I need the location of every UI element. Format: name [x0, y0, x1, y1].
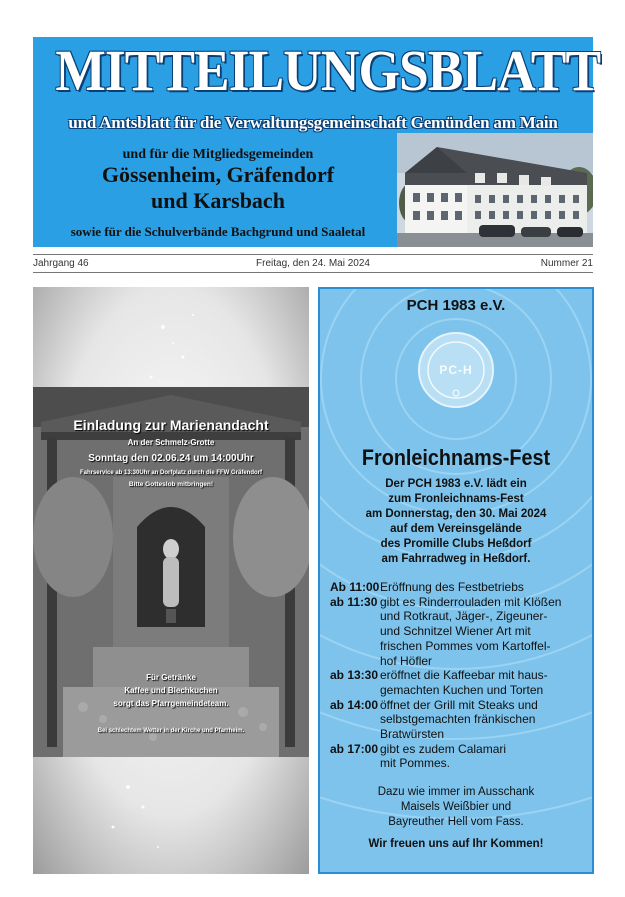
schedule-item — [330, 668, 592, 697]
school-associations: sowie für die Schulverbände Bachgrund und Saaletal — [70, 224, 366, 239]
schedule-item — [330, 595, 592, 669]
fronleichnam-flyer — [318, 287, 594, 874]
grotto-photo — [33, 287, 309, 874]
schedule-text: Eröffnung des Festbetriebs — [380, 580, 524, 594]
schedule-text: gibt es zudem Calamari — [380, 741, 507, 756]
pch-logo-text: PC-H — [439, 363, 473, 377]
drinks-line: Maisels Weißbier und — [400, 801, 512, 813]
newspaper-subtitle: und Amtsblatt für die Verwaltungsgemeinschaft Gemünden am Main — [68, 113, 558, 132]
poster-bring-hymnal: Bitte Gotteslob mitbringen! — [128, 481, 214, 488]
marienandacht-poster — [33, 287, 309, 874]
closing-line: Wir freuen uns auf Ihr Kommen! — [368, 838, 544, 850]
schedule-text: gibt es Rinderrouladen mit Klößen — [380, 594, 562, 609]
schedule-text: und Schnitzel Wiener Art mit — [380, 624, 531, 639]
drinks-text — [320, 785, 592, 830]
schedule-text: gemachten Kuchen und Torten — [380, 682, 544, 697]
drinks-line: Bayreuther Hell vom Fass. — [388, 816, 524, 828]
masthead — [33, 37, 601, 247]
schedule-text: mit Pommes. — [380, 756, 451, 771]
poster-datetime: Sonntag den 02.06.24 um 14:00Uhr — [88, 453, 254, 464]
schedule-text: selbstgemachten fränkischen — [380, 712, 536, 727]
poster-weather-note: Bei schlechtem Wetter in der Kirche und Pfarrheim. — [97, 728, 245, 734]
poster-team: sorgt das Pfarrgemeindeteam. — [113, 699, 229, 708]
municipalities — [33, 162, 403, 214]
schedule-time: ab 14:00 — [330, 697, 379, 712]
issue-volume: Jahrgang 46 — [33, 258, 89, 269]
invitation-line: am Donnerstag, den 30. Mai 2024 — [365, 508, 547, 520]
schedule-text: eröffnet die Kaffeebar mit haus- — [380, 668, 548, 683]
poster-location: An der Schmelz-Grotte — [127, 438, 215, 447]
invitation-line: Der PCH 1983 e.V. lädt ein — [385, 478, 527, 490]
schedule-text: und Rotkraut, Jäger-, Zigeuner- — [380, 609, 548, 624]
invitation-line: am Fahrradweg in Heßdorf. — [381, 553, 531, 565]
poster-shuttle: Fahrservice ab 13:30Uhr an Dorfplatz durch die FFW Gräfendorf — [79, 470, 263, 476]
town-hall-photo — [397, 133, 593, 247]
schedule-time: ab 11:30 — [330, 594, 378, 609]
schedule-time: ab 17:00 — [330, 741, 379, 756]
schedule-text: öffnet der Grill mit Steaks und — [380, 697, 538, 712]
poster-cake: Kaffee und Blechkuchen — [124, 686, 218, 695]
member-intro: und für die Mitgliedsgemeinden — [122, 147, 314, 162]
drinks-line: Dazu wie immer im Ausschank — [377, 786, 535, 798]
issue-number: Nummer 21 — [540, 258, 593, 269]
invitation-line: auf dem Vereinsgelände — [390, 523, 522, 535]
invitation-line: des Promille Clubs Heßdorf — [380, 538, 532, 550]
schedule-time: Ab 11:00 — [330, 580, 380, 594]
schedule — [330, 580, 592, 771]
issue-date: Freitag, den 24. Mai 2024 — [256, 258, 370, 269]
schedule-time: ab 13:30 — [330, 668, 379, 683]
invitation-line: zum Fronleichnams-Fest — [388, 493, 524, 505]
issue-info-bar — [33, 254, 593, 273]
schedule-item — [330, 580, 592, 595]
municipalities-line-2: und Karsbach — [151, 188, 285, 213]
poster-title: Einladung zur Marienandacht — [73, 417, 269, 433]
schedule-item — [330, 742, 592, 771]
poster-drinks: Für Getränke — [146, 673, 196, 682]
newspaper-title: MITTEILUNGSBLATT — [55, 38, 601, 103]
club-name: PCH 1983 e.V. — [406, 297, 506, 314]
schedule-text: hof Höfler — [380, 653, 433, 668]
municipalities-line-1: Gössenheim, Gräfendorf — [101, 162, 335, 187]
schedule-item — [330, 698, 592, 742]
invitation-text — [320, 477, 592, 567]
schedule-text: frischen Pommes vom Kartoffel- — [380, 638, 551, 653]
schedule-text: Bratwürsten — [380, 727, 445, 742]
fest-title: Fronleichnams-Fest — [361, 445, 551, 470]
